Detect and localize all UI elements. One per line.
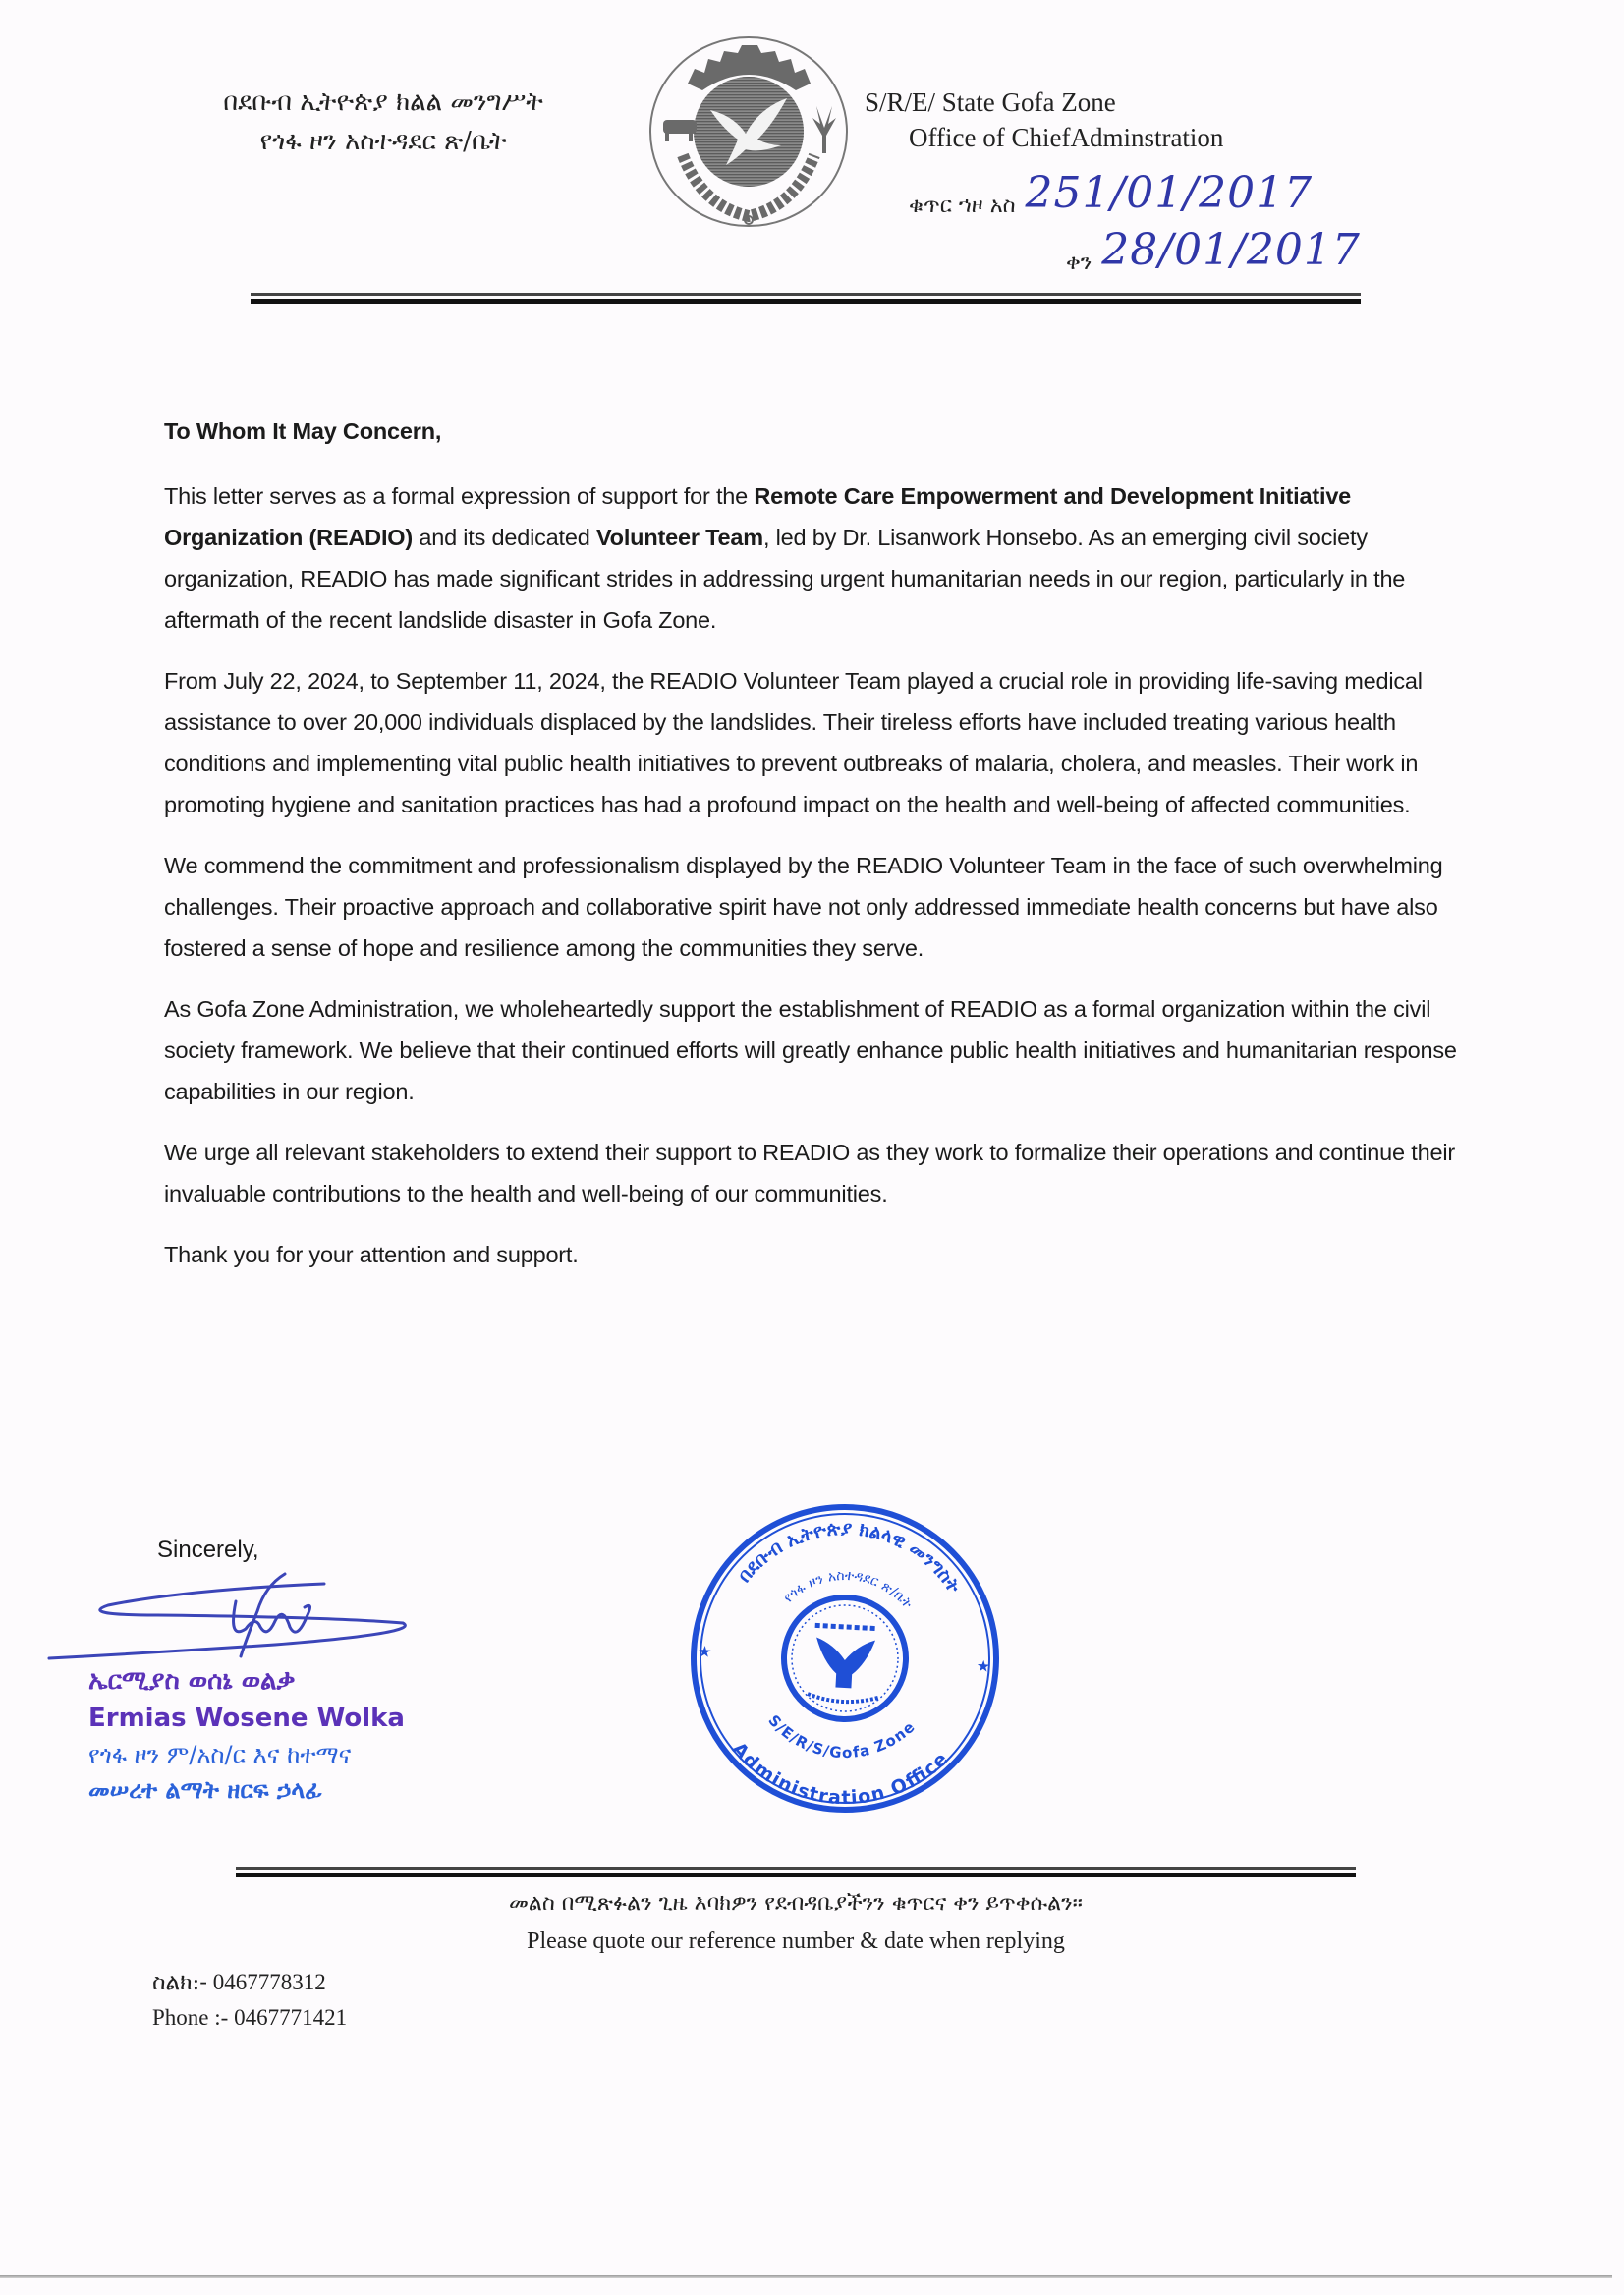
seal-english-text: Administration Office bbox=[727, 1737, 952, 1809]
letterhead-english-line1: S/R/E/ State Gofa Zone bbox=[865, 87, 1116, 117]
letterhead-amharic-line2: የጎፋ ዞን አስተዳደር ጽ/ቤት bbox=[259, 127, 507, 156]
telephone-number: 0467778312 bbox=[212, 1970, 326, 1994]
letterhead-amharic-line1: በደቡብ ኢትዮጵያ ክልል መንግሥት bbox=[223, 87, 543, 117]
phone-label: Phone :- bbox=[152, 2005, 229, 2030]
regional-emblem-dove-icon bbox=[644, 29, 855, 231]
letterhead-english bbox=[865, 84, 1375, 155]
paragraph-2: From July 22, 2024, to September 11, 2024, the READIO Volunteer Team played a crucial role in providing life-saving medical assistance to over 20,000 individuals displaced by the landslides. Their tireless efforts have included treating various health conditions and implementing vital public health initiatives to prevent outbreaks of malaria, cholera, and measles. Their work in promoting hygiene and sanitation practices has had a profound impact on the health and well-being of affected communities. bbox=[164, 668, 1423, 817]
letterhead-amharic bbox=[147, 83, 619, 161]
greeting: To Whom It May Concern, bbox=[164, 419, 442, 444]
p1-text-2: and its dedicated bbox=[413, 525, 596, 550]
seal-star-left: ★ bbox=[697, 1644, 712, 1661]
p1-text-3: , led by Dr. Lisanwork Honsebo. As an emerging civil society organization, READIO has made significant strides in addressing urgent humanitarian needs in our region, particularly in the aftermath of the recent landslide disaster in Gofa Zone. bbox=[164, 525, 1406, 633]
signoff: Sincerely, bbox=[157, 1537, 259, 1563]
date-handwritten: 28/01/2017 bbox=[1101, 225, 1361, 275]
signatory-name-amharic: ኤርሚያስ ወሰኔ ወልቃ bbox=[88, 1666, 296, 1696]
footer-amharic-notice: መልስ በሚጽፉልን ጊዜ እባክዎን የደብዳቤያችንን ቁጥርና ቀን ይጥቀሱልን። bbox=[509, 1891, 1083, 1916]
seal-outer-text: በደቡብ ኢትዮጵያ ክልላዊ መንግስት bbox=[733, 1517, 965, 1597]
paragraph-3: We commend the commitment and professionalism displayed by the READIO Volunteer Team in the face of such overwhelming challenges. Their proactive approach and collaborative spirit have not only addressed immediate health concerns but have also fostered a sense of hope and resilience among the communities they serve. bbox=[164, 853, 1443, 961]
volunteer-team: Volunteer Team bbox=[595, 525, 763, 550]
organization-name: Remote Care Empowerment and Development Initiative Organization (READIO) bbox=[164, 483, 1352, 550]
p1-text-1: This letter serves as a formal expression of support for the bbox=[164, 483, 755, 509]
reference-label: ቁጥር ኀዞ አስ bbox=[909, 194, 1016, 218]
seal-inner-text: የጎፋ ዞን አስተዳደር ጽ/ቤት bbox=[780, 1567, 916, 1612]
phone-number: 0467771421 bbox=[234, 2005, 348, 2030]
dove-emblem-icon bbox=[808, 1625, 882, 1704]
paper-bottom-edge bbox=[0, 2275, 1612, 2278]
seal-star-right: ★ bbox=[976, 1658, 991, 1676]
telephone-line bbox=[152, 1965, 347, 2000]
official-seal bbox=[680, 1493, 1010, 1823]
closing-thanks: Thank you for your attention and support. bbox=[164, 1242, 579, 1267]
seal-zone-text: S/E/R/S/Gofa Zone bbox=[764, 1711, 919, 1763]
signatory-title-line2: መሠረተ ልማት ዘርፍ ኃላፊ bbox=[88, 1776, 323, 1804]
signatory-title-line1: የጎፋ ዞን ም/አስ/ር እና ከተማና bbox=[88, 1741, 352, 1768]
reference-number-field bbox=[909, 169, 1596, 218]
paragraph-4: As Gofa Zone Administration, we wholeheartedly support the establishment of READIO as a formal organization within the civil society framework. We believe that their continued efforts will greatly enhance public health initiatives and humanitarian response capabilities in our region. bbox=[164, 996, 1457, 1104]
date-label: ቀን bbox=[1066, 251, 1092, 275]
header-divider bbox=[251, 293, 1361, 304]
signatory-name-english: Ermias Wosene Wolka bbox=[88, 1704, 405, 1733]
letter-body bbox=[164, 411, 1471, 1295]
reference-number-handwritten: 251/01/2017 bbox=[1025, 168, 1314, 218]
telephone-label: ስልክ:- bbox=[152, 1970, 208, 1995]
contact-info bbox=[152, 1965, 347, 2036]
phone-line bbox=[152, 2000, 347, 2036]
footer-english-notice: Please quote our reference number & date when replying bbox=[527, 1929, 1065, 1954]
handwritten-signature-icon bbox=[39, 1572, 413, 1662]
paragraph-5: We urge all relevant stakeholders to extend their support to READIO as they work to formalize their operations and continue their invaluable contributions to the health and well-being of our communities. bbox=[164, 1140, 1455, 1206]
letterhead-english-line2: Office of ChiefAdminstration bbox=[909, 123, 1224, 152]
paragraph-1 bbox=[164, 476, 1471, 641]
date-field bbox=[1066, 226, 1596, 275]
footer-divider bbox=[236, 1867, 1356, 1877]
